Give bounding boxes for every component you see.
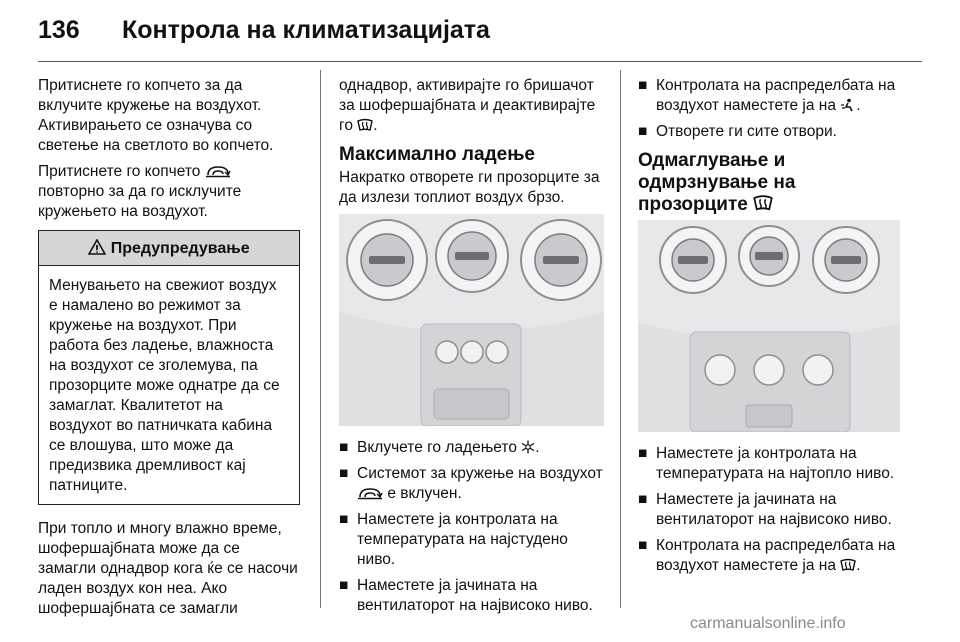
page-header xyxy=(38,10,922,60)
column-2 xyxy=(339,76,604,622)
text: Контролата на распределбата на воздухот наместете ја на xyxy=(656,537,896,574)
air-distribution-icon xyxy=(840,98,856,112)
text: Одмаглување и одмрзнување на прозорците xyxy=(638,150,796,215)
windscreen-defrost-icon xyxy=(753,194,773,212)
list-item: ■ Наместете ја јачината на вентилаторот на највисоко ниво. xyxy=(638,491,892,528)
list-item: ■ Контролата на распределбата на воздухот наместете ја на . xyxy=(638,537,896,574)
warning-triangle-icon xyxy=(88,239,106,255)
paragraph xyxy=(38,162,300,222)
section-heading xyxy=(638,150,904,216)
list-item: ■ Системот за кружење на воздухот е вклучен. xyxy=(339,465,603,502)
text: однадвор, активирајте го бришачот за шофершајбната и деактивирајте го xyxy=(339,77,596,134)
windscreen-defrost-icon xyxy=(357,118,373,132)
text: . xyxy=(856,557,861,574)
watermark: carmanualsonline.info xyxy=(690,615,846,632)
section-heading: Максимално ладење xyxy=(339,144,535,165)
text: Наместете ја јачината на вентилаторот на највисоко ниво. xyxy=(357,577,593,614)
list-item: ■ Контролата на распределбата на воздухот наместете ја на . xyxy=(638,77,896,114)
warning-title: Предупредување xyxy=(110,240,250,257)
warning-text: Менувањето на свежиот воздух е намалено во режимот за кружење на воздухот. При работа без ладење, влажноста на воздухот се зголемува, па прозорците може однатре да се замаглат. Квалитетот на воздухот во патничката кабина се влошува, што може да предизвика дремливост кај патниците. xyxy=(49,277,280,494)
list-item: ■ Наместете ја јачината на вентилаторот на највисоко ниво. xyxy=(339,577,593,614)
list-item: ■ Отворете ги сите отвори. xyxy=(638,123,837,140)
bullet-list xyxy=(339,438,604,616)
column-1 xyxy=(38,76,300,625)
page-title: Контрола на климатизацијата xyxy=(122,16,490,44)
text: Контролата на распределбата на воздухот наместете ја на xyxy=(656,77,896,114)
warning-header xyxy=(39,231,299,266)
paragraph xyxy=(339,76,604,136)
recirculation-icon xyxy=(357,486,383,500)
paragraph: При топло и многу влажно време, шофершајбната може да се замагли однадвор кога ќе се насочи ладен воздух кон неа. Ако шофершајбната се замагли xyxy=(38,520,298,617)
list-item: ■ Наместете ја контролата на температурата на најстудено ниво. xyxy=(339,511,568,568)
text: е вклучен. xyxy=(387,485,462,502)
snowflake-icon xyxy=(521,440,535,454)
text: Вклучете го ладењето xyxy=(357,439,517,456)
paragraph: Притиснете го копчето за да вклучите кружење на воздухот. Активирањето се означува со светење на светлото во копчето. xyxy=(38,77,274,154)
bullet-list xyxy=(638,444,904,576)
text: . xyxy=(373,117,378,134)
windscreen-defrost-icon xyxy=(840,558,856,572)
climate-control-figure xyxy=(339,214,604,426)
bullet-list xyxy=(638,76,904,142)
warning-box xyxy=(38,230,300,505)
header-rule xyxy=(38,61,922,62)
dashboard-illustration xyxy=(638,220,900,432)
text: . xyxy=(535,439,540,456)
paragraph: Накратко отворете ги прозорците за да излези топлиот воздух брзо. xyxy=(339,169,600,206)
column-divider xyxy=(620,70,621,608)
text: Притиснете го копчето xyxy=(38,163,201,180)
list-item: ■ Наместете ја контролата на температурата на најтопло ниво. xyxy=(638,445,895,482)
text: Наместете ја контролата на температурата на најстудено ниво. xyxy=(357,511,568,568)
column-divider xyxy=(320,70,321,608)
text: Наместете ја контролата на температурата на најтопло ниво. xyxy=(656,445,895,482)
text: повторно за да го исклучите кружењето на воздухот. xyxy=(38,183,242,220)
text: Системот за кружење на воздухот xyxy=(357,465,603,482)
page-number: 136 xyxy=(38,16,80,44)
list-item: ■ Вклучете го ладењето . xyxy=(339,439,540,456)
climate-control-figure xyxy=(638,220,900,432)
recirculation-icon xyxy=(205,164,231,178)
column-3 xyxy=(638,76,904,582)
dashboard-illustration xyxy=(339,214,604,426)
text: . xyxy=(856,97,861,114)
text: Наместете ја јачината на вентилаторот на највисоко ниво. xyxy=(656,491,892,528)
text: Отворете ги сите отвори. xyxy=(656,123,837,140)
